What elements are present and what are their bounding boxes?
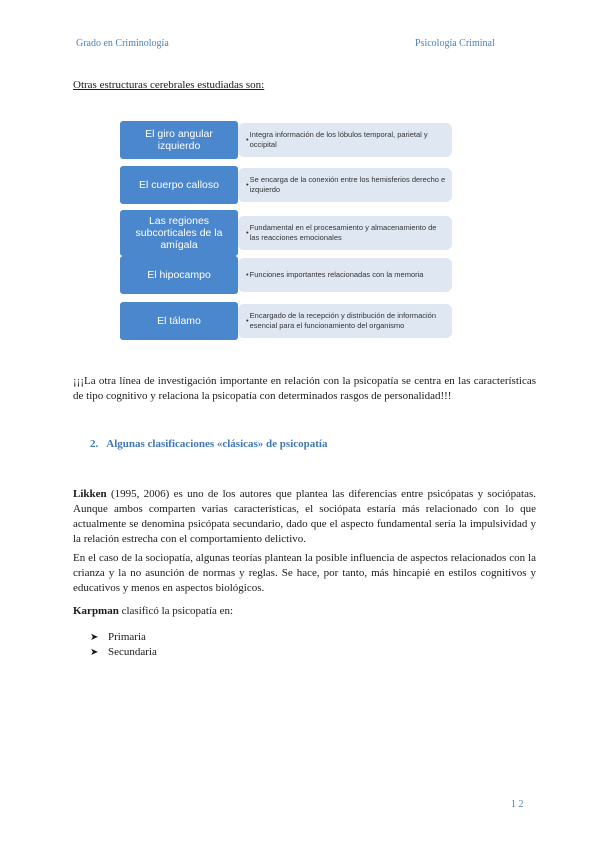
author-name: Likken: [73, 488, 107, 500]
structure-description-text: Se encarga de la conexión entre los hemisferios derecho e izquierdo: [249, 175, 446, 194]
structure-title: El tálamo: [120, 302, 238, 340]
structure-description-text: Funciones importantes relacionadas con la memoria: [249, 270, 424, 279]
structure-description-text: Integra información de los lóbulos temporal, parietal y occipital: [249, 130, 428, 149]
arrow-bullet-icon: ➤: [90, 632, 99, 643]
structure-description: • Fundamental en el procesamiento y almacenamiento de las reacciones emocionales: [238, 216, 452, 250]
intro-text: Otras estructuras cerebrales estudiadas son:: [73, 79, 265, 91]
paragraph-cognitive-line: ¡¡¡La otra línea de investigación importante en relación con la psicopatía se centra en las características de tipo cognitivo y relaciona la psicopatía con determinados rasgos de personalidad!!!: [73, 375, 536, 402]
header-degree: Grado en Criminología: [76, 38, 169, 49]
classification-list: [90, 630, 157, 660]
diagram-row: [120, 210, 452, 256]
author-name: Karpman: [73, 605, 119, 617]
structure-description: • Integra información de los lóbulos temporal, parietal y occipital: [238, 123, 452, 157]
diagram-row: [120, 121, 452, 159]
section-heading: [90, 438, 327, 450]
section-number: 2.: [90, 438, 99, 450]
structure-title: El giro angular izquierdo: [120, 121, 238, 159]
diagram-row: [120, 166, 452, 204]
paragraph-sociopathy: En el caso de la sociopatía, algunas teorías plantean la posible influencia de aspectos relacionados con la crianza y la no asunción de normas y reglas. Se hace, por tanto, más hincapié en estilos cognitivos y educativos y menos en aspectos biológicos.: [73, 552, 536, 594]
paragraph-karpman: [73, 604, 536, 619]
structure-title: El cuerpo calloso: [120, 166, 238, 204]
paragraph-text: (1995, 2006) es uno de los autores que plantea las diferencias entre psicópatas y sociópatas. Aunque ambos comparten varias características, el sociópata estaría más relacionado con lo que actualmente se denomina psicópata secundario, dado que el aspecto fundamental sería la impulsividad y la relación estrecha con el comportamiento delictivo.: [73, 488, 536, 545]
structure-title: Las regiones subcorticales de la amígala: [120, 210, 238, 256]
structure-description: • Funciones importantes relacionadas con la memoria: [238, 258, 452, 292]
diagram-row: [120, 302, 452, 340]
structure-title: El hipocampo: [120, 256, 238, 294]
list-item-label: Primaria: [108, 631, 146, 643]
diagram-row: [120, 256, 452, 294]
arrow-bullet-icon: ➤: [90, 647, 99, 658]
structure-description: • Se encarga de la conexión entre los hemisferios derecho e izquierdo: [238, 168, 452, 202]
brain-structures-diagram: [120, 121, 452, 341]
list-item: [90, 630, 157, 645]
structure-description-text: Fundamental en el procesamiento y almacenamiento de las reacciones emocionales: [249, 223, 437, 242]
list-item-label: Secundaria: [108, 646, 157, 658]
page-number: 1 2: [511, 799, 524, 810]
paragraph-text: clasificó la psicopatía en:: [118, 605, 234, 617]
structure-description: • Encargado de la recepción y distribución de información esencial para el funcionamiento del organismo: [238, 304, 452, 338]
section-title: Algunas clasificaciones «clásicas» de psicopatía: [106, 438, 328, 450]
header-subject: Psicología Criminal: [415, 38, 495, 49]
list-item: [90, 645, 157, 660]
structure-description-text: Encargado de la recepción y distribución de información esencial para el funcionamiento del organismo: [249, 311, 436, 330]
paragraph-likken: [73, 487, 536, 547]
